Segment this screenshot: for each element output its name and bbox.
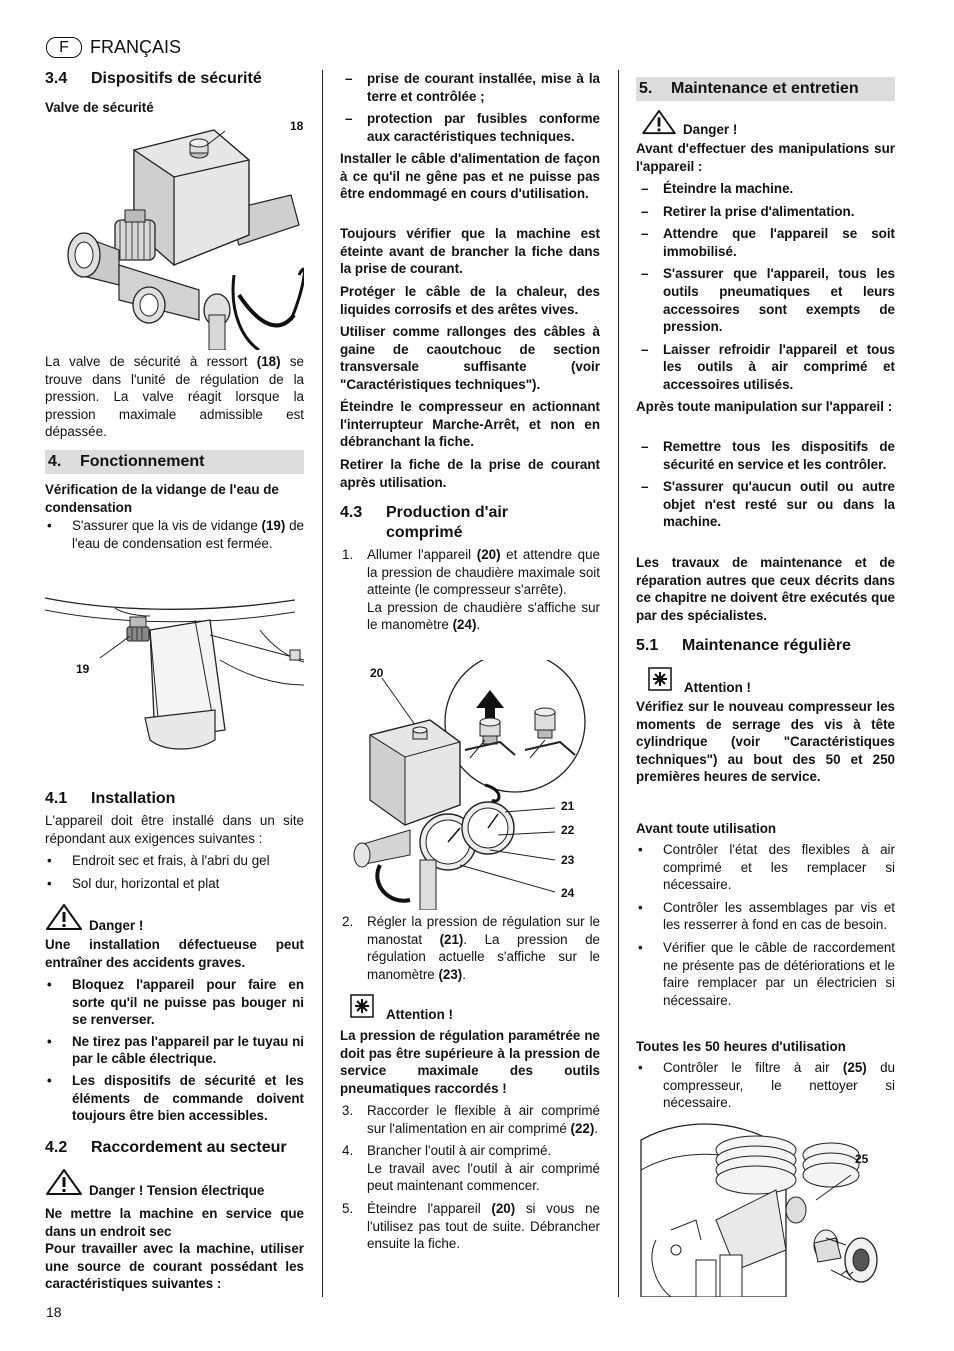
section-4-heading: 4. Fonctionnement xyxy=(45,450,304,474)
list-item: – prise de courant installée, mise à la terre et contrôlée ; xyxy=(345,71,600,104)
subheading-before-use: Avant toute utilisation xyxy=(636,821,777,836)
cable-para-5: Éteindre le compresseur en actionnant l'interrupteur Marche-Arrêt, et non en débranchant la fiche. xyxy=(340,399,600,450)
figure-label-22: 22 xyxy=(561,823,575,837)
subheading-valve: Valve de sécurité xyxy=(45,100,154,115)
figure-label-25: 25 xyxy=(855,1152,869,1166)
specialists-para: Les travaux de maintenance et de réparation autres que ceux décrits dans ce chapitre ne doivent être exécutés que par des spécialistes. xyxy=(636,555,895,623)
column-divider-2 xyxy=(618,70,619,1297)
power-supply-requirements xyxy=(340,70,600,145)
list-item: – Attendre que l'appareil se soit immobilisé. xyxy=(641,226,895,259)
figure-label-18: 18 xyxy=(290,119,304,133)
danger-1-list xyxy=(45,976,304,1125)
list-item: • Contrôler l'état des flexibles à air comprimé et les remplacer si nécessaire. xyxy=(638,842,895,893)
danger-label: Danger ! xyxy=(89,918,144,934)
installation-intro: L'appareil doit être installé dans un site répondant aux exigences suivantes : xyxy=(45,813,304,846)
danger-notice-1 xyxy=(45,903,144,934)
danger-1-text: Une installation défectueuse peut entraîner des accidents graves. xyxy=(45,937,304,970)
danger-label: Danger ! Tension électrique xyxy=(89,1183,265,1199)
cable-para-3: Protéger le câble de la chaleur, des liquides corrosifs et des arêtes vives. xyxy=(340,284,600,317)
attention-notice-2 xyxy=(648,667,751,696)
after-manipulation-text: Après toute manipulation sur l'appareil : xyxy=(636,399,893,414)
danger-label: Danger ! xyxy=(683,122,738,138)
figure-label-21: 21 xyxy=(561,799,575,813)
warning-triangle-icon xyxy=(641,109,677,135)
attention-2-text: Vérifiez sur le nouveau compresseur les moments de serrage des vis à tête cylindrique (voir "Caractéristiques techniques") au bout des 50 et 250 premières heures de service. xyxy=(636,699,895,785)
page-number: 18 xyxy=(46,1304,62,1320)
attention-hand-icon xyxy=(350,994,374,1018)
valve-description: La valve de sécurité à ressort (18) se trouve dans l'unité de régulation de la pression. La valve réagit lorsque la pression maximale admissible est dépassée. xyxy=(45,354,304,440)
attention-notice-1 xyxy=(350,994,453,1023)
danger-3-text: Avant d'effectuer des manipulations sur l'appareil : xyxy=(636,141,895,174)
danger-notice-3 xyxy=(641,109,738,138)
step-4: 4. Brancher l'outil à air comprimé. Le travail avec l'outil à air comprimé peut maintenant commencer. xyxy=(342,1143,600,1194)
attention-1-text: La pression de régulation paramétrée ne doit pas être supérieure à la pression de service maximale des outils pneumatiques raccordés ! xyxy=(340,1028,600,1096)
figure-label-19: 19 xyxy=(76,662,90,676)
cable-para-6: Retirer la fiche de la prise de courant après utilisation. xyxy=(340,457,600,490)
section-5-heading: 5. Maintenance et entretien xyxy=(636,77,895,101)
danger-2-text-2: Pour travailler avec la machine, utiliser une source de courant possédant les caractéristiques suivantes : xyxy=(45,1241,304,1292)
figure-label-23: 23 xyxy=(561,853,575,867)
subheading-50-hours: Toutes les 50 heures d'utilisation xyxy=(636,1039,846,1054)
section-4-3-heading: 4.3 Production d'air comprimé xyxy=(340,504,509,541)
condensation-list xyxy=(45,517,304,552)
step-1: 1. Allumer l'appareil (20) et attendre que la pression de chaudière maximale soit atteinte (le compresseur s'arrête). La pression de chaudière s'affiche sur le manomètre (24). xyxy=(342,547,600,633)
section-4-2-heading: 4.2 Raccordement au secteur xyxy=(45,1139,287,1156)
page-header xyxy=(46,37,181,58)
list-item: – protection par fusibles conforme aux caractéristiques techniques. xyxy=(345,111,600,144)
language-name: FRANÇAIS xyxy=(90,36,182,57)
figure-drain-screw xyxy=(45,590,304,760)
before-use-list xyxy=(636,841,895,1009)
section-3-4-heading xyxy=(45,69,262,89)
list-item: – S'assurer qu'aucun outil ou autre objet n'est resté sur ou dans la machine. xyxy=(641,479,895,530)
section-4-1-heading: 4.1 Installation xyxy=(45,790,176,807)
list-item: – Éteindre la machine. xyxy=(641,181,794,196)
installation-list xyxy=(45,852,304,892)
section-number: 3.4 xyxy=(45,70,68,87)
figure-label-24: 24 xyxy=(561,886,575,900)
cable-para-1: Installer le câble d'alimentation de façon à ce qu'il ne gêne pas et ne puisse pas être endommagé en cours d'utilisation. xyxy=(340,151,600,202)
cable-para-2: Toujours vérifier que la machine est éteinte avant de brancher la fiche dans la prise de courant. xyxy=(340,226,600,277)
steps-list-c xyxy=(340,1102,600,1253)
air-filter-illustration xyxy=(636,1110,895,1297)
list-item: • Vérifier que le câble de raccordement ne présente pas de détériorations et le faire remplacer par un électricien si nécessaire. xyxy=(638,939,895,1008)
list-item: • Sol dur, horizontal et plat xyxy=(47,875,220,891)
list-item: • Contrôler le filtre à air (25) du compresseur, le nettoyer si nécessaire. xyxy=(638,1060,895,1111)
column-divider-1 xyxy=(322,70,323,1297)
warning-triangle-icon xyxy=(45,1168,83,1196)
danger-notice-2 xyxy=(45,1168,265,1199)
pressure-gauges-illustration xyxy=(340,660,600,910)
figure-air-filter xyxy=(636,1110,895,1297)
attention-label: Attention ! xyxy=(684,680,751,696)
list-item: • Endroit sec et frais, à l'abri du gel xyxy=(47,853,270,868)
language-code-badge: F xyxy=(46,37,82,58)
steps-list-a xyxy=(340,546,600,634)
list-item: • Ne tirez pas l'appareil par le tuyau ni par le câble électrique. xyxy=(47,1033,304,1067)
list-item: • Contrôler les assemblages par vis et les resserrer à fond en cas de besoin. xyxy=(638,899,895,933)
50-hours-list xyxy=(636,1059,895,1112)
list-item: – Laisser refroidir l'appareil et tous les outils à air comprimé et accessoires utilisés. xyxy=(641,341,895,392)
danger-2-text-1: Ne mettre la machine en service que dans un endroit sec xyxy=(45,1206,304,1239)
attention-label: Attention ! xyxy=(386,1007,453,1023)
steps-list-b xyxy=(340,913,600,983)
danger-3-list xyxy=(636,180,895,394)
safety-valve-illustration xyxy=(59,115,304,350)
warning-triangle-icon xyxy=(45,903,83,931)
list-item: • Les dispositifs de sécurité et les éléments de commande doivent toujours être bien accessibles. xyxy=(47,1072,304,1124)
step-2: 2. Régler la pression de régulation sur le manostat (21). La pression de régulation actuelle s'affiche sur le manomètre (23). xyxy=(342,914,600,982)
list-item: – S'assurer que l'appareil, tous les outils pneumatiques et leurs accessoires sont exempts de pression. xyxy=(641,266,895,335)
subheading-condensation: Vérification de la vidange de l'eau de condensation xyxy=(45,482,279,515)
list-item: – Remettre tous les dispositifs de sécurité en service et les contrôler. xyxy=(641,439,895,472)
section-title: Dispositifs de sécurité xyxy=(91,70,262,87)
section-5-1-heading: 5.1 Maintenance régulière xyxy=(636,637,851,654)
step-3: 3. Raccorder le flexible à air comprimé sur l'alimentation en air comprimé (22). xyxy=(342,1103,600,1136)
list-item: • S'assurer que la vis de vidange (19) de l'eau de condensation est fermée. xyxy=(47,518,304,551)
figure-safety-valve xyxy=(59,115,304,350)
after-manipulation-list xyxy=(636,438,895,531)
attention-hand-icon xyxy=(648,667,672,691)
cable-para-4: Utiliser comme rallonges des câbles à gaine de caoutchouc de section transversale suffisante (voir "Caractéristiques techniques"). xyxy=(340,324,600,392)
list-item: • Bloquez l'appareil pour faire en sorte qu'il ne puisse pas bouger ni se renverser. xyxy=(47,977,304,1028)
step-5: 5. Éteindre l'appareil (20) si vous ne l'utilisez pas tout de suite. Débrancher ensuite la fiche. xyxy=(342,1200,600,1252)
figure-label-20: 20 xyxy=(370,666,384,680)
figure-pressure-gauges xyxy=(340,660,600,910)
list-item: – Retirer la prise d'alimentation. xyxy=(641,203,855,219)
